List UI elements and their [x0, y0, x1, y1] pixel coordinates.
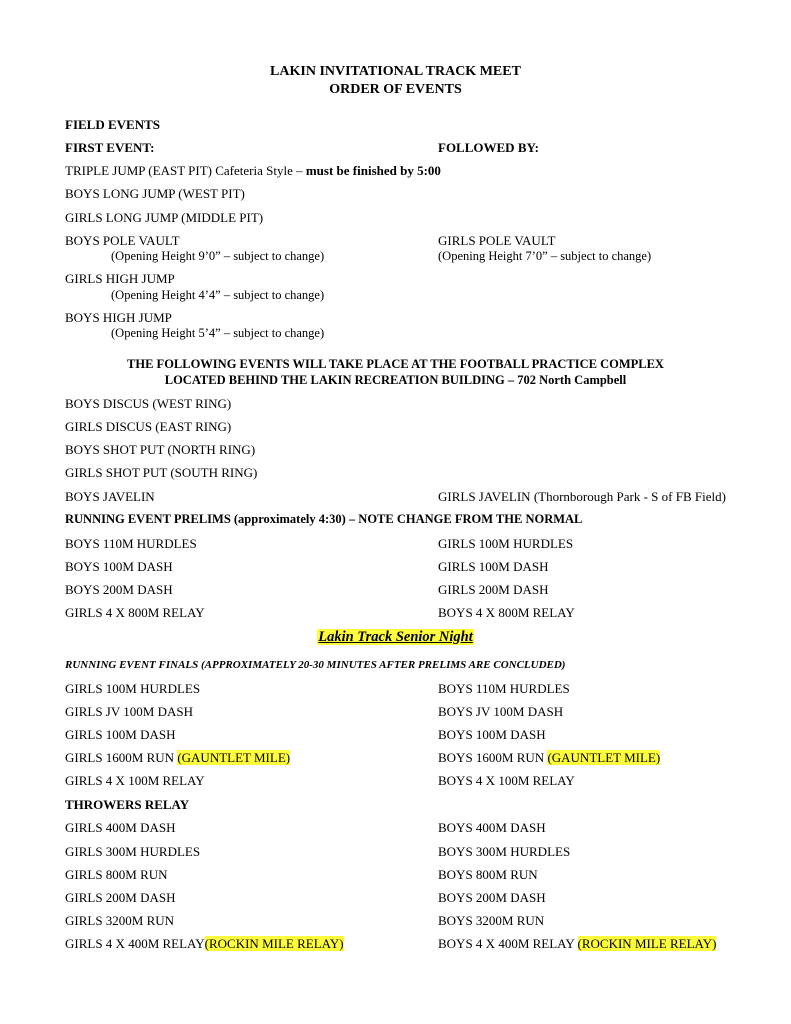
boys-high-jump-height: (Opening Height 5’4” – subject to change) — [111, 326, 325, 340]
boys-javelin: BOYS JAVELIN — [65, 489, 155, 504]
final-right-7: BOYS 300M HURDLES — [438, 844, 571, 859]
final-right-9: BOYS 200M DASH — [438, 890, 546, 905]
prelims-heading: RUNNING EVENT PRELIMS (approximately 4:30) – NOTE CHANGE FROM THE NORMAL — [65, 512, 583, 526]
girls-discus: GIRLS DISCUS (EAST RING) — [65, 419, 232, 434]
final-left-8: GIRLS 800M RUN — [65, 867, 168, 882]
girls-1600-text: GIRLS 1600M RUN — [65, 750, 178, 765]
girls-gauntlet-highlight: (GAUNTLET MILE) — [177, 750, 291, 765]
final-right-4 — [438, 750, 660, 766]
final-left-9: GIRLS 200M DASH — [65, 890, 176, 905]
final-right-2: BOYS JV 100M DASH — [438, 704, 564, 719]
final-right-10: BOYS 3200M RUN — [438, 913, 545, 928]
prelim-left-3: BOYS 200M DASH — [65, 582, 173, 597]
final-right-11 — [438, 936, 716, 952]
boys-rockin-highlight: (ROCKIN MILE RELAY) — [577, 936, 717, 951]
triple-jump-line — [65, 163, 441, 179]
prelim-right-3: GIRLS 200M DASH — [438, 582, 549, 597]
final-left-10: GIRLS 3200M RUN — [65, 913, 175, 928]
final-left-7: GIRLS 300M HURDLES — [65, 844, 201, 859]
final-left-1: GIRLS 100M HURDLES — [65, 681, 201, 696]
girls-long-jump: GIRLS LONG JUMP (MIDDLE PIT) — [65, 210, 264, 225]
prelim-right-2: GIRLS 100M DASH — [438, 559, 549, 574]
prelim-left-1: BOYS 110M HURDLES — [65, 536, 197, 551]
boys-1600-text: BOYS 1600M RUN — [438, 750, 548, 765]
boys-high-jump: BOYS HIGH JUMP — [65, 310, 172, 325]
final-right-1: BOYS 110M HURDLES — [438, 681, 570, 696]
field-events-heading: FIELD EVENTS — [65, 117, 160, 132]
triple-jump-deadline: must be finished by 5:00 — [305, 163, 441, 178]
triple-jump-text: TRIPLE JUMP (EAST PIT) Cafeteria Style – — [65, 163, 306, 178]
boys-pole-vault: BOYS POLE VAULT — [65, 233, 180, 248]
final-left-3: GIRLS 100M DASH — [65, 727, 176, 742]
final-left-4 — [65, 750, 290, 766]
boys-pole-vault-height: (Opening Height 9’0” – subject to change) — [111, 249, 325, 263]
page-title: LAKIN INVITATIONAL TRACK MEET — [270, 64, 521, 79]
prelim-left-2: BOYS 100M DASH — [65, 559, 173, 574]
boys-long-jump: BOYS LONG JUMP (WEST PIT) — [65, 186, 245, 201]
senior-night-text: Lakin Track Senior Night — [318, 629, 473, 645]
boys-gauntlet-highlight: (GAUNTLET MILE) — [547, 750, 661, 765]
final-left-11 — [65, 936, 344, 952]
complex-notice-line-1: THE FOLLOWING EVENTS WILL TAKE PLACE AT THE FOOTBALL PRACTICE COMPLEX — [127, 357, 664, 371]
boys-shot-put: BOYS SHOT PUT (NORTH RING) — [65, 442, 256, 457]
complex-notice-line-2: LOCATED BEHIND THE LAKIN RECREATION BUILDING – 702 North Campbell — [164, 373, 627, 387]
girls-high-jump: GIRLS HIGH JUMP — [65, 271, 175, 286]
girls-pole-vault-height: (Opening Height 7’0” – subject to change) — [438, 249, 652, 263]
girls-high-jump-height: (Opening Height 4’4” – subject to change) — [111, 288, 325, 302]
boys-4x400-text: BOYS 4 X 400M RELAY — [438, 936, 578, 951]
throwers-relay: THROWERS RELAY — [65, 797, 190, 812]
senior-night-banner — [0, 628, 791, 646]
girls-4x400-text: GIRLS 4 X 400M RELAY — [65, 936, 205, 951]
boys-discus: BOYS DISCUS (WEST RING) — [65, 396, 232, 411]
final-left-2: GIRLS JV 100M DASH — [65, 704, 193, 719]
final-left-6: GIRLS 400M DASH — [65, 820, 176, 835]
girls-rockin-highlight: (ROCKIN MILE RELAY) — [204, 936, 344, 951]
final-right-8: BOYS 800M RUN — [438, 867, 538, 882]
first-event-label: FIRST EVENT: — [65, 140, 155, 155]
prelim-right-4: BOYS 4 X 800M RELAY — [438, 605, 575, 620]
final-left-5: GIRLS 4 X 100M RELAY — [65, 773, 205, 788]
prelim-left-4: GIRLS 4 X 800M RELAY — [65, 605, 205, 620]
final-right-5: BOYS 4 X 100M RELAY — [438, 773, 575, 788]
finals-heading: RUNNING EVENT FINALS (APPROXIMATELY 20-30 MINUTES AFTER PRELIMS ARE CONCLUDED) — [65, 659, 566, 671]
page-subtitle: ORDER OF EVENTS — [329, 82, 462, 97]
girls-javelin: GIRLS JAVELIN (Thornborough Park - S of FB Field) — [438, 489, 726, 504]
prelim-right-1: GIRLS 100M HURDLES — [438, 536, 574, 551]
followed-by-label: FOLLOWED BY: — [438, 140, 540, 155]
final-right-6: BOYS 400M DASH — [438, 820, 546, 835]
girls-pole-vault: GIRLS POLE VAULT — [438, 233, 556, 248]
final-right-3: BOYS 100M DASH — [438, 727, 546, 742]
girls-shot-put: GIRLS SHOT PUT (SOUTH RING) — [65, 465, 258, 480]
